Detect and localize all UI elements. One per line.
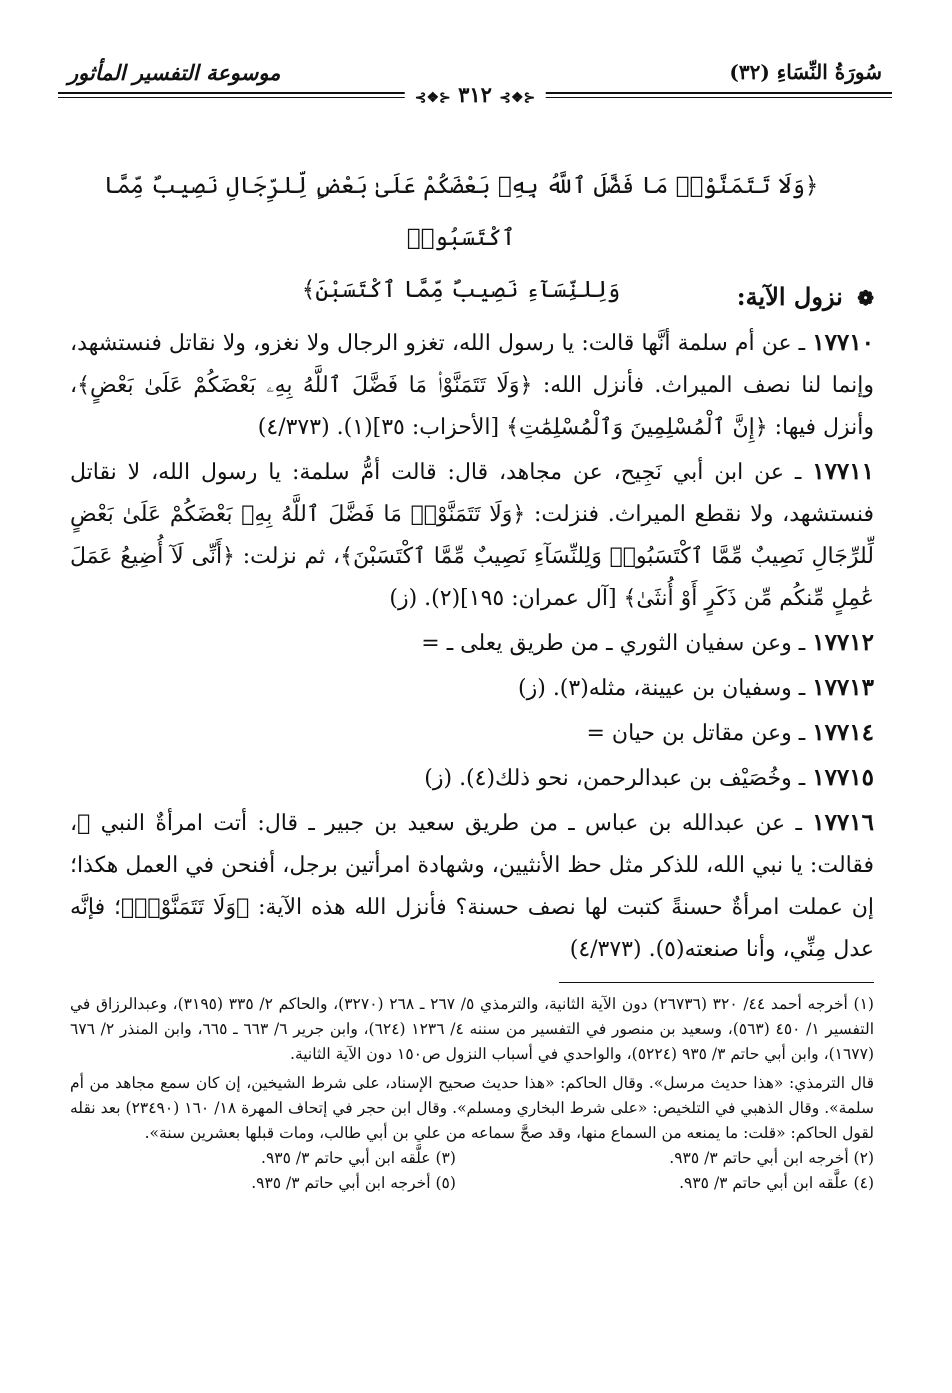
footnote-row xyxy=(70,1171,874,1196)
narration-text: ـ وعن سفيان الثوري ـ من طريق يعلى ـ = xyxy=(421,631,813,656)
page-number: ٣١٢ xyxy=(458,82,492,107)
narrations-body xyxy=(70,322,874,973)
ornament-icon: ⊰❖⊱ xyxy=(414,90,451,106)
flower-icon: ❁ xyxy=(857,286,874,310)
narration-entry xyxy=(70,712,874,755)
verse-line: وَلِلنِّسَآءِ نَصِيبٌ مِّمَّا ٱكْتَسَبْنَ﴾ xyxy=(301,277,621,303)
narration-text: ـ وسفيان بن عيينة، مثله(٣). (ز) xyxy=(518,676,813,701)
narration-entry xyxy=(70,622,874,665)
narration-number: ١٧٧١٥ xyxy=(812,764,874,791)
encyclopedia-title: موسوعة التفسير المأثور xyxy=(68,60,281,85)
footnote-1-commentary: قال الترمذي: «هذا حديث مرسل». وقال الحاكم: «هذا حديث صحيح الإسناد، على شرط الشيخين، إن كان سمع مجاهد من أم سلمة». وقال الذهبي في التلخيص: «على شرط البخاري ومسلم». وقال ابن حجر في إتحاف المهرة ١٨/ ١٦٠ (٢٣٤٩٠) بعد نقله لقول الحاكم: «قلت: ما يمنعه من السماع منها، وقد صحَّ سماعه من علي بن أبي طالب، ومات قبلها بعشرين سنة». xyxy=(70,1074,875,1142)
page-header xyxy=(58,58,892,108)
narration-number: ١٧٧١٢ xyxy=(812,629,874,656)
quran-verse xyxy=(70,160,852,316)
page-number-box xyxy=(405,82,546,107)
narration-text: ـ عن أم سلمة أنَّها قالت: يا رسول الله، تغزو الرجال ولا نغزو، ولا نقاتل فنستشهد، وإنما لنا نصف الميراث. فأنزل الله: ﴿وَلَا تَتَمَنَّوْا۟ مَا فَضَّلَ ٱللَّهُ بِهِۦ بَعْضَكُمْ عَلَىٰ بَعْضٍ﴾، وأنزل فيها: ﴿إِنَّ ٱلْمُسْلِمِينَ وَٱلْمُسْلِمَٰتِ﴾ [الأحزاب: ٣٥](١). (٤/٣٧٣) xyxy=(70,331,874,440)
narration-text: ـ عن عبدالله بن عباس ـ من طريق سعيد بن جبير ـ قال: أتت امرأةٌ النبي ﷺ، فقالت: يا نبي الله، للذكر مثل حظ الأنثيين، وشهادة امرأتين برجل، أفنحن في العمل هكذا؛ إن عملت امرأةٌ حسنةً كتبت لها نصف حسنة؟ فأنزل الله هذه الآية: ﴿وَلَا تَتَمَنَّوْا۟﴾؛ فإنَّه عدل مِنِّي، وأنا صنعته(٥). (٤/٣٧٣) xyxy=(70,811,874,962)
narration-text: ـ وخُصَيْف بن عبدالرحمن، نحو ذلك(٤). (ز) xyxy=(424,766,813,791)
narration-entry xyxy=(70,802,874,971)
footnote-5: (٥) أخرجه ابن أبي حاتم ٣/ ٩٣٥. xyxy=(251,1174,456,1192)
footnote-divider xyxy=(559,982,874,983)
verse-line: ﴿وَلَا تَتَمَنَّوْا۟ مَا فَضَّلَ ٱللَّهُ بِهِۦ بَعْضَكُمْ عَلَىٰ بَعْضٍ لِّلرِّجَالِ نَصِيبٌ مِّمَّا ٱكْتَسَبُوا۟ xyxy=(103,173,819,251)
narration-text: ـ وعن مقاتل بن حيان = xyxy=(586,721,813,746)
narration-entry xyxy=(70,757,874,800)
narration-number: ١٧٧١٣ xyxy=(812,674,874,701)
narration-entry xyxy=(70,451,874,620)
surah-label: سُورَةُ النِّسَاءِ (٣٢) xyxy=(729,60,882,84)
narration-entry xyxy=(70,322,874,449)
footnotes xyxy=(70,992,874,1196)
section-heading xyxy=(737,282,874,311)
footnote-2: (٢) أخرجه ابن أبي حاتم ٣/ ٩٣٥. xyxy=(669,1149,874,1167)
narration-number: ١٧٧١٤ xyxy=(812,719,874,746)
ornament-icon: ⊰❖⊱ xyxy=(499,90,536,106)
narration-number: ١٧٧١٦ xyxy=(812,809,874,836)
narration-text: ـ عن ابن أبي نَجِيح، عن مجاهد، قال: قالت أمُّ سلمة: يا رسول الله، لا نقاتل فنستشهد، ولا نقطع الميراث. فنزلت: ﴿وَلَا تَتَمَنَّوْا۟ مَا فَضَّلَ ٱللَّهُ بِهِۦ بَعْضَكُمْ عَلَىٰ بَعْضٍ لِّلرِّجَالِ نَصِيبٌ مِّمَّا ٱكْتَسَبُوا۟ وَلِلنِّسَآءِ نَصِيبٌ مِّمَّا ٱكْتَسَبْنَ﴾، ثم نزلت: ﴿أَنِّى لَآ أُضِيعُ عَمَلَ عَٰمِلٍ مِّنكُم مِّن ذَكَرٍ أَوْ أُنثَىٰ﴾ [آل عمران: ١٩٥](٢). (ز) xyxy=(70,460,874,611)
footnote-1: (١) أخرجه أحمد ٤٤/ ٣٢٠ (٢٦٧٣٦) دون الآية الثانية، والترمذي ٥/ ٢٦٧ ـ ٢٦٨ (٣٢٧٠)، والحاكم ٢/ ٣٣٥ (٣١٩٥)، وعبدالرزاق في التفسير ١/ ٤٥٠ (٥٦٣)، وسعيد بن منصور في التفسير من سننه ٤/ ١٢٣٦ (٦٢٤)، وابن جرير ٦/ ٦٦٣ ـ ٦٦٥، وابن المنذر ٢/ ٦٧٦ (١٦٧٧)، وابن أبي حاتم ٣/ ٩٣٥ (٥٢٢٤)، والواحدي في أسباب النزول ص١٥٠ دون الآية الثانية. xyxy=(70,995,874,1063)
narration-number: ١٧٧١٠ xyxy=(812,329,874,356)
footnote-row xyxy=(70,1146,874,1171)
footnote-3: (٣) علَّقه ابن أبي حاتم ٣/ ٩٣٥. xyxy=(261,1149,456,1167)
narration-entry xyxy=(70,667,874,710)
section-title: نزول الآية: xyxy=(736,282,843,311)
narration-number: ١٧٧١١ xyxy=(812,458,874,485)
footnote-4: (٤) علَّقه ابن أبي حاتم ٣/ ٩٣٥. xyxy=(679,1174,874,1192)
